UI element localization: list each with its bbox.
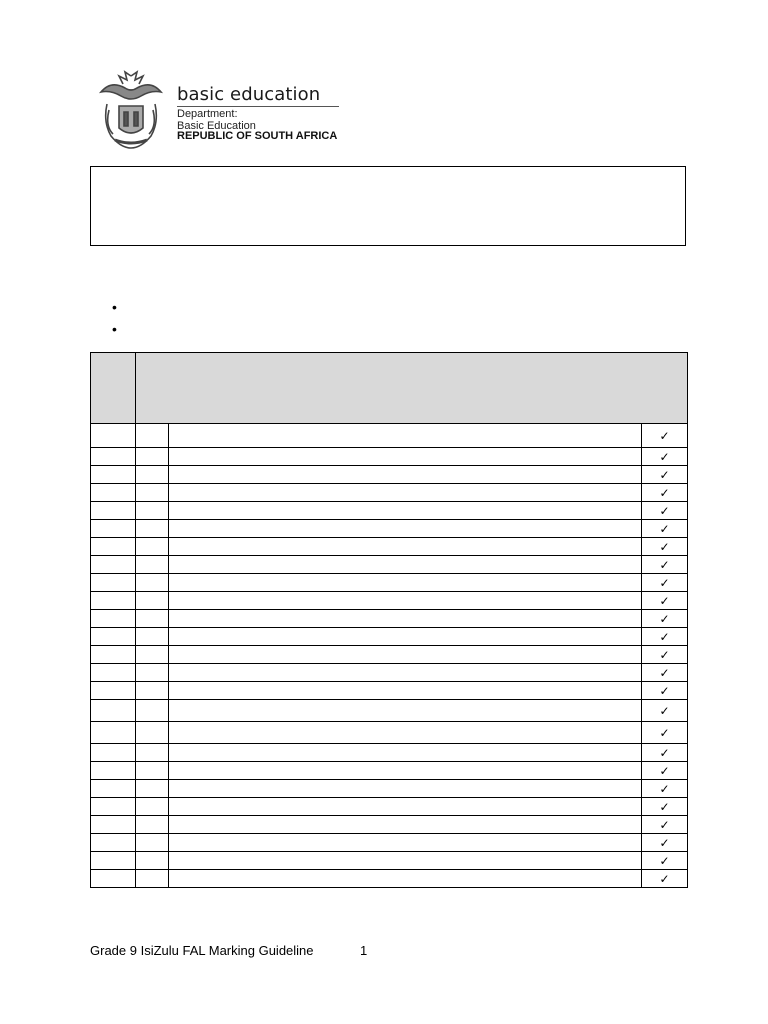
table-row [91,448,688,466]
sub-number-cell [136,448,169,466]
department-label: Department: [177,108,238,120]
checkmark-icon: ✓ [642,502,688,520]
sub-number-cell [136,592,169,610]
table-row [91,664,688,682]
sub-number-cell [136,700,169,722]
table-row [91,628,688,646]
department-name: Basic Education [177,120,256,132]
question-number-cell [91,816,136,834]
sub-number-cell [136,556,169,574]
table-row [91,538,688,556]
question-number-cell [91,870,136,888]
checkmark-icon: ✓ [642,682,688,700]
checkmark-icon: ✓ [642,538,688,556]
table-row [91,502,688,520]
question-number-cell [91,592,136,610]
table-row [91,762,688,780]
table-row [91,780,688,798]
question-number-cell [91,484,136,502]
table-row [91,610,688,628]
table-row [91,682,688,700]
table-row [91,592,688,610]
bullet-icon: • [112,321,117,337]
page-number: 1 [360,943,368,958]
checkmark-icon: ✓ [642,628,688,646]
footer-label: Grade 9 IsiZulu FAL Marking Guideline [90,943,314,958]
checkmark-icon: ✓ [642,780,688,798]
question-number-cell [91,682,136,700]
question-number-cell [91,466,136,484]
country-name: REPUBLIC OF SOUTH AFRICA [177,130,338,142]
answer-cell [169,574,642,592]
bullet-icon: • [112,299,117,315]
answer-cell [169,592,642,610]
answer-cell [169,424,642,448]
answer-cell [169,834,642,852]
table-body [91,424,688,888]
table-row [91,574,688,592]
table-row [91,700,688,722]
sub-number-cell [136,852,169,870]
sub-number-cell [136,646,169,664]
answer-cell [169,520,642,538]
question-number-cell [91,722,136,744]
list-item [112,298,122,320]
checkmark-icon: ✓ [642,646,688,664]
sub-number-cell [136,610,169,628]
table-row [91,798,688,816]
marking-table [90,352,688,888]
title-box [90,166,686,246]
sub-number-cell [136,502,169,520]
table-row [91,424,688,448]
question-number-cell [91,834,136,852]
sub-number-cell [136,834,169,852]
checkmark-icon: ✓ [642,610,688,628]
checkmark-icon: ✓ [642,700,688,722]
sub-number-cell [136,538,169,556]
answer-cell [169,646,642,664]
answer-cell [169,870,642,888]
sub-number-cell [136,722,169,744]
sub-number-cell [136,424,169,448]
sub-number-cell [136,574,169,592]
answer-cell [169,556,642,574]
checkmark-icon: ✓ [642,816,688,834]
table-row [91,816,688,834]
checkmark-icon: ✓ [642,762,688,780]
sub-number-cell [136,870,169,888]
answer-cell [169,448,642,466]
sub-number-cell [136,664,169,682]
header-question-cell [91,353,136,424]
question-number-cell [91,424,136,448]
question-number-cell [91,538,136,556]
answer-cell [169,466,642,484]
checkmark-icon: ✓ [642,592,688,610]
answer-cell [169,538,642,556]
table-row [91,466,688,484]
answer-cell [169,628,642,646]
sub-number-cell [136,520,169,538]
instruction-list [112,298,122,342]
sub-number-cell [136,628,169,646]
checkmark-icon: ✓ [642,834,688,852]
question-number-cell [91,502,136,520]
answer-cell [169,852,642,870]
table-row [91,744,688,762]
question-number-cell [91,520,136,538]
checkmark-icon: ✓ [642,484,688,502]
table-row [91,722,688,744]
answer-cell [169,664,642,682]
checkmark-icon: ✓ [642,852,688,870]
question-number-cell [91,798,136,816]
question-number-cell [91,744,136,762]
checkmark-icon: ✓ [642,798,688,816]
checkmark-icon: ✓ [642,574,688,592]
question-number-cell [91,448,136,466]
answer-cell [169,722,642,744]
answer-cell [169,762,642,780]
logo-divider [177,106,339,107]
question-number-cell [91,628,136,646]
checkmark-icon: ✓ [642,466,688,484]
checkmark-icon: ✓ [642,744,688,762]
question-number-cell [91,852,136,870]
logo-title: basic education [177,84,321,105]
table-row [91,484,688,502]
sub-number-cell [136,780,169,798]
answer-cell [169,798,642,816]
question-number-cell [91,610,136,628]
table-row [91,834,688,852]
question-number-cell [91,762,136,780]
table-row [91,870,688,888]
checkmark-icon: ✓ [642,520,688,538]
question-number-cell [91,664,136,682]
answer-cell [169,780,642,798]
answer-cell [169,744,642,762]
question-number-cell [91,574,136,592]
list-item [112,320,122,342]
department-logo [97,70,347,150]
question-number-cell [91,646,136,664]
sub-number-cell [136,744,169,762]
checkmark-icon: ✓ [642,722,688,744]
answer-cell [169,682,642,700]
checkmark-icon: ✓ [642,870,688,888]
sub-number-cell [136,682,169,700]
table-row [91,852,688,870]
checkmark-icon: ✓ [642,556,688,574]
sub-number-cell [136,466,169,484]
header-answer-cell [136,353,688,424]
sub-number-cell [136,816,169,834]
answer-cell [169,502,642,520]
answer-cell [169,484,642,502]
coat-of-arms-icon [97,70,165,150]
table-row [91,646,688,664]
sub-number-cell [136,762,169,780]
answer-cell [169,816,642,834]
question-number-cell [91,780,136,798]
checkmark-icon: ✓ [642,448,688,466]
checkmark-icon: ✓ [642,664,688,682]
sub-number-cell [136,798,169,816]
table-header-row [91,353,688,424]
sub-number-cell [136,484,169,502]
table-row [91,520,688,538]
question-number-cell [91,556,136,574]
question-number-cell [91,700,136,722]
answer-cell [169,610,642,628]
answer-cell [169,700,642,722]
table-row [91,556,688,574]
checkmark-icon: ✓ [642,424,688,448]
